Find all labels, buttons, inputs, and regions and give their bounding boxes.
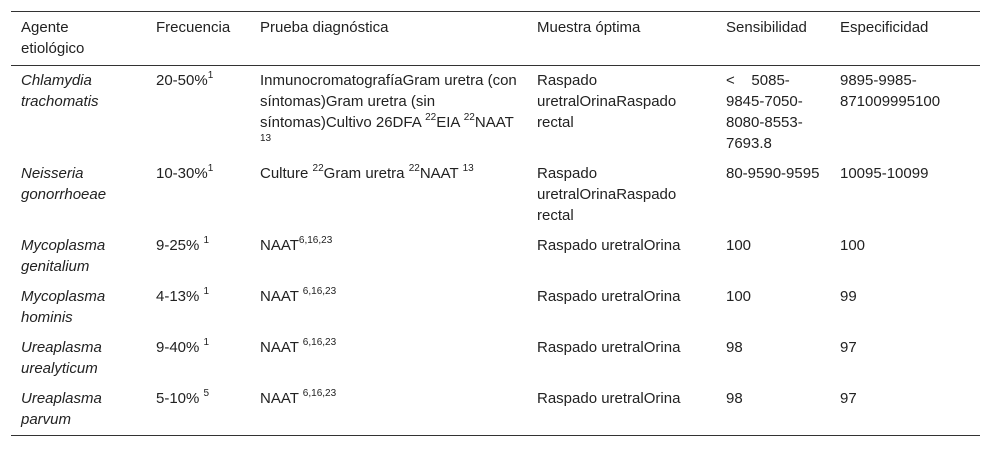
agent-cell: Chlamydia trachomatis	[21, 72, 99, 110]
test-reference: 22	[463, 112, 475, 123]
test-reference: 22	[425, 112, 437, 123]
frequency-cell	[146, 333, 250, 384]
test-text: NAAT	[260, 288, 303, 305]
frequency-cell	[146, 384, 250, 436]
sensitivity-cell: < 5085-9845-7050-8080-8553-7693.8	[726, 72, 803, 152]
sample-cell: Raspado uretralOrina	[537, 288, 681, 305]
frequency-reference: 5	[203, 388, 210, 399]
test-text: NAAT	[474, 114, 514, 131]
frequency-reference: 1	[207, 163, 214, 174]
frequency-reference: 1	[203, 286, 210, 297]
table-row	[11, 231, 980, 282]
agent-cell: Ureaplasma parvum	[21, 390, 102, 428]
specificity-cell: 10095-10099	[840, 165, 929, 182]
frequency-value: 9-25%	[156, 237, 204, 254]
test-text: InmunocromatografíaGram uretra (con síntomas)Gram uretra (sin síntomas)Cultivo 26DFA	[260, 72, 517, 131]
header-sensitivity: Sensibilidad	[726, 19, 807, 36]
test-reference: 22	[408, 163, 420, 174]
sensitivity-cell: 100	[726, 237, 752, 254]
specificity-cell: 9895-9985-871009995100	[840, 72, 941, 110]
test-text: Culture	[260, 165, 313, 182]
table-row	[11, 333, 980, 384]
specificity-cell: 100	[840, 237, 866, 254]
test-reference: 6,16,23	[302, 388, 337, 399]
table-row	[11, 384, 980, 436]
test-reference: 6,16,23	[302, 337, 337, 348]
header-test: Prueba diagnóstica	[260, 19, 389, 36]
frequency-value: 20-50%	[156, 72, 208, 89]
agent-cell: Ureaplasma urealyticum	[21, 339, 102, 377]
test-cell	[250, 384, 527, 436]
test-cell	[250, 333, 527, 384]
agent-cell: Neisseria gonorrhoeae	[21, 165, 107, 203]
frequency-reference: 1	[203, 235, 210, 246]
frequency-value: 4-13%	[156, 288, 204, 305]
frequency-reference: 1	[203, 337, 210, 348]
specificity-cell: 97	[840, 339, 857, 356]
table-row	[11, 159, 980, 231]
sample-cell: Raspado uretralOrinaRaspado rectal	[537, 72, 677, 131]
table-row	[11, 282, 980, 333]
sample-cell: Raspado uretralOrina	[537, 339, 681, 356]
test-text: EIA	[436, 114, 464, 131]
header-agent: Agente etiológico	[21, 19, 85, 57]
test-reference: 13	[462, 163, 474, 174]
table-body	[11, 66, 980, 436]
test-reference: 13	[260, 133, 272, 144]
frequency-cell	[146, 231, 250, 282]
test-reference: 6,16,23	[298, 235, 333, 246]
frequency-cell	[146, 159, 250, 231]
test-reference: 22	[312, 163, 324, 174]
header-specificity: Especificidad	[840, 19, 929, 36]
header-sample: Muestra óptima	[537, 19, 641, 36]
header-frequency: Frecuencia	[156, 19, 231, 36]
test-cell	[250, 282, 527, 333]
test-cell	[250, 231, 527, 282]
etiology-table	[11, 11, 980, 436]
header-row	[11, 12, 980, 66]
test-text: NAAT	[260, 339, 303, 356]
frequency-reference: 1	[207, 70, 214, 81]
sample-cell: Raspado uretralOrinaRaspado rectal	[537, 165, 677, 224]
frequency-cell	[146, 66, 250, 160]
specificity-cell: 99	[840, 288, 857, 305]
test-text: NAAT	[419, 165, 463, 182]
frequency-cell	[146, 282, 250, 333]
agent-cell: Mycoplasma genitalium	[21, 237, 106, 275]
agent-cell: Mycoplasma hominis	[21, 288, 106, 326]
test-cell	[250, 159, 527, 231]
test-text: Gram uretra	[323, 165, 409, 182]
specificity-cell: 97	[840, 390, 857, 407]
sensitivity-cell: 80-9590-9595	[726, 165, 820, 182]
frequency-value: 9-40%	[156, 339, 204, 356]
frequency-value: 10-30%	[156, 165, 208, 182]
test-text: NAAT	[260, 237, 299, 254]
frequency-value: 5-10%	[156, 390, 204, 407]
table-row	[11, 66, 980, 160]
sensitivity-cell: 98	[726, 390, 743, 407]
test-text: NAAT	[260, 390, 303, 407]
sensitivity-cell: 100	[726, 288, 752, 305]
test-reference: 6,16,23	[302, 286, 337, 297]
sample-cell: Raspado uretralOrina	[537, 237, 681, 254]
sensitivity-cell: 98	[726, 339, 743, 356]
test-cell	[250, 66, 527, 160]
sample-cell: Raspado uretralOrina	[537, 390, 681, 407]
